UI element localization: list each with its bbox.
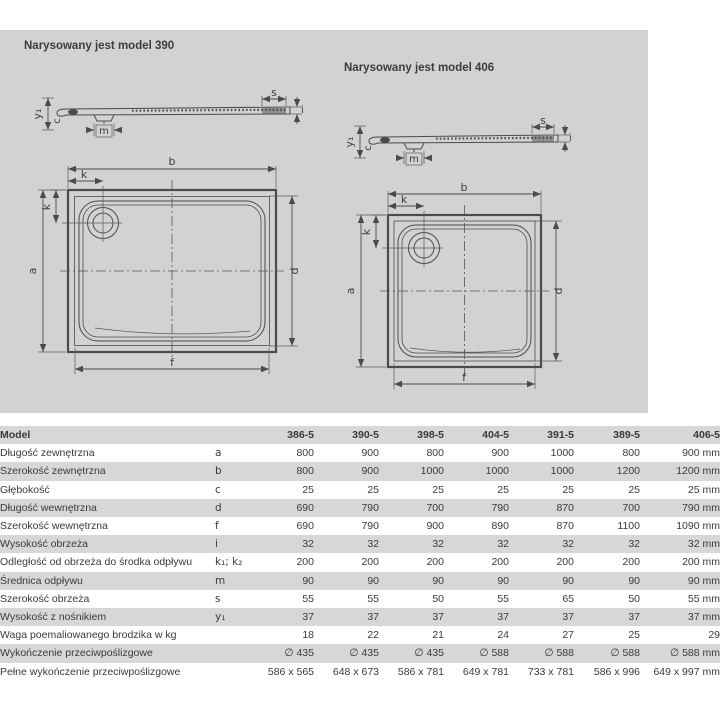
row-value: 1000: [485, 465, 509, 478]
row-value: 37: [628, 611, 640, 624]
model-390-profile-view: [31, 86, 304, 137]
row-value: 700: [622, 501, 640, 514]
row-value: 649 x 781: [462, 665, 509, 678]
dim-label-c: c: [52, 118, 63, 124]
row-value: 37: [562, 611, 574, 624]
spec-table-body: [0, 444, 720, 681]
row-label: Odległość od obrzeża do środka odpływu: [0, 556, 193, 569]
row-value: 90: [628, 574, 640, 587]
dim-label-s: s: [271, 86, 277, 99]
model-column-header: 386-5: [287, 429, 314, 441]
dim-label-c: c: [363, 145, 374, 151]
dim-label-a: a: [344, 287, 357, 295]
row-value: 32: [302, 538, 314, 551]
spec-table: [0, 426, 720, 681]
row-value: 900: [491, 447, 509, 460]
row-value: 55: [497, 592, 509, 605]
row-value: 22: [367, 629, 379, 642]
row-value: 65: [562, 592, 574, 605]
row-value: 733 x 781: [527, 665, 574, 678]
dim-label-b: b: [460, 181, 468, 194]
row-value: 200: [426, 556, 444, 569]
model-column-header: 391-5: [547, 429, 574, 441]
row-label: Wysokość obrzeża: [0, 538, 89, 551]
dim-label-s: s: [540, 114, 546, 127]
row-value: 90: [367, 574, 379, 587]
row-label: Szerokość obrzeża: [0, 592, 90, 605]
row-value: 37: [497, 611, 509, 624]
row-label: Średnica odpływu: [0, 574, 83, 587]
row-sym: m: [215, 574, 226, 587]
row-sym: f: [215, 520, 219, 533]
row-value: 90: [432, 574, 444, 587]
row-label: Wysokość z nośnikiem: [0, 611, 107, 624]
row-value: 90: [497, 574, 509, 587]
row-value: 25: [367, 483, 379, 496]
row-value: 25: [497, 483, 509, 496]
dim-label-y1: y₁: [31, 108, 44, 120]
row-value: ∅ 588: [610, 647, 640, 660]
row-value: 800: [296, 465, 314, 478]
row-value: ∅ 588: [544, 647, 574, 660]
row-value: 200: [361, 556, 379, 569]
dim-label-f: f: [462, 371, 466, 384]
row-label: Długość zewnętrzna: [0, 447, 95, 460]
dim-label-b: b: [168, 155, 176, 168]
row-value: 200: [556, 556, 574, 569]
row-value: 1200: [616, 465, 640, 478]
dim-label-k-top: k: [80, 168, 88, 181]
row-sym: y₁: [215, 611, 226, 624]
model-column-header: 404-5: [482, 429, 509, 441]
row-value: 800: [622, 447, 640, 460]
drawing-title-406: Narysowany jest model 406: [344, 62, 495, 74]
dim-label-k-left: k: [40, 203, 53, 211]
model-header-row: [0, 426, 720, 444]
table-row: [0, 590, 720, 608]
row-value: ∅ 435: [349, 647, 379, 660]
row-sym: s: [215, 592, 221, 605]
model-406-profile-view: [343, 114, 572, 165]
table-row: [0, 663, 720, 681]
row-sym: [215, 626, 262, 644]
dim-label-m: m: [409, 154, 419, 165]
row-value: 1090 mm: [676, 520, 720, 533]
row-sym: b: [215, 465, 222, 478]
row-value: 29: [708, 629, 720, 642]
dim-label-d: d: [552, 287, 565, 295]
row-value: 800: [426, 447, 444, 460]
row-value: 200: [296, 556, 314, 569]
row-value: 90: [562, 574, 574, 587]
row-value: 200: [491, 556, 509, 569]
row-value: 586 x 565: [267, 665, 314, 678]
table-row: [0, 499, 720, 517]
table-row: [0, 553, 720, 571]
row-label: Waga poemaliowanego brodzika w kg: [0, 629, 177, 642]
row-label: Długość wewnętrzna: [0, 501, 97, 514]
row-value: 700: [426, 501, 444, 514]
row-value: 1000: [420, 465, 444, 478]
row-value: 1000: [550, 465, 574, 478]
row-value: 37: [367, 611, 379, 624]
row-value: 37 mm: [687, 611, 720, 624]
row-value: 25: [302, 483, 314, 496]
row-value: 90: [302, 574, 314, 587]
row-value: ∅ 588 mm: [670, 647, 720, 660]
dim-label-i: i: [301, 105, 304, 116]
table-row: [0, 481, 720, 499]
dim-label-m: m: [99, 126, 109, 137]
technical-drawings-svg: [0, 30, 648, 413]
row-value: 1100: [617, 520, 640, 533]
row-label: Pełne wykończenie przeciwpoślizgowe: [0, 665, 181, 678]
row-value: 200 mm: [682, 556, 720, 569]
model-406-top-view: [344, 181, 565, 389]
row-value: 870: [556, 520, 574, 533]
row-value: 32: [367, 538, 379, 551]
table-row: [0, 535, 720, 553]
row-value: 648 x 673: [332, 665, 379, 678]
model-406-drawing: [343, 114, 572, 389]
row-sym: [215, 663, 262, 681]
row-value: 55: [367, 592, 379, 605]
row-sym: d: [215, 501, 222, 514]
row-value: 790 mm: [682, 501, 720, 514]
row-sym: c: [215, 483, 221, 496]
model-column-header: 389-5: [613, 429, 640, 441]
row-value: 24: [497, 629, 509, 642]
table-row: [0, 462, 720, 480]
row-value: 25: [628, 483, 640, 496]
dim-label-d: d: [288, 267, 301, 275]
row-value: ∅ 435: [414, 647, 444, 660]
row-value: 790: [361, 520, 379, 533]
table-row: [0, 644, 720, 662]
row-value: 900: [361, 447, 379, 460]
row-value: 25: [628, 629, 640, 642]
row-value: 32: [628, 538, 640, 551]
row-value: 800: [296, 447, 314, 460]
model-header-label: Model: [0, 429, 31, 441]
row-value: 55: [302, 592, 314, 605]
drawing-title-390: Narysowany jest model 390: [24, 40, 175, 52]
row-value: 32: [432, 538, 444, 551]
row-value: 50: [628, 592, 640, 605]
row-value: 870: [556, 501, 574, 514]
row-value: 1200 mm: [676, 465, 720, 478]
row-value: 649 x 997 mm: [653, 665, 720, 678]
model-390-drawing: [26, 86, 304, 374]
row-value: 27: [562, 629, 574, 642]
row-value: 37: [302, 611, 314, 624]
row-value: 890: [491, 520, 509, 533]
row-value: 55 mm: [687, 592, 720, 605]
row-value: 32: [497, 538, 509, 551]
row-label: Szerokość zewnętrzna: [0, 465, 106, 478]
dim-label-f: f: [170, 356, 174, 369]
table-row: [0, 517, 720, 535]
row-value: ∅ 588: [479, 647, 509, 660]
model-390-top-view: [26, 155, 301, 374]
dim-label-a: a: [26, 267, 39, 275]
model-column-header: 398-5: [417, 429, 444, 441]
table-row: [0, 572, 720, 590]
dim-label-i: i: [569, 133, 572, 144]
row-value: 586 x 781: [397, 665, 444, 678]
row-value: 790: [361, 501, 379, 514]
row-value: 32 mm: [687, 538, 720, 551]
row-value: 18: [302, 629, 314, 642]
row-value: 25: [562, 483, 574, 496]
model-column-header: 406-5: [693, 429, 720, 441]
row-label: Szerokość wewnętrzna: [0, 520, 108, 533]
row-value: 90 mm: [687, 574, 720, 587]
row-value: 25: [432, 483, 444, 496]
row-value: ∅ 435: [284, 647, 314, 660]
row-sym: a: [215, 447, 222, 460]
row-value: 200: [622, 556, 640, 569]
row-label: Głębokość: [0, 483, 50, 496]
row-value: 900: [426, 520, 444, 533]
table-row: [0, 626, 720, 644]
row-label: Wykończenie przeciwpoślizgowe: [0, 647, 153, 660]
dim-label-y1: y₁: [343, 136, 356, 148]
row-value: 21: [432, 629, 444, 642]
row-value: 900 mm: [682, 447, 720, 460]
row-value: 1000: [550, 447, 574, 460]
row-sym: i: [215, 538, 218, 551]
row-sym: [215, 644, 262, 662]
row-sym: k₁; k₂: [215, 556, 243, 569]
drawing-area: [0, 30, 648, 413]
row-value: 37: [432, 611, 444, 624]
dim-label-k-top: k: [400, 193, 408, 206]
model-column-header: 390-5: [352, 429, 379, 441]
row-value: 25 mm: [687, 483, 720, 496]
table-row: [0, 608, 720, 626]
row-value: 586 x 996: [593, 665, 640, 678]
row-value: 32: [562, 538, 574, 551]
table-row: [0, 444, 720, 462]
row-value: 690: [296, 520, 314, 533]
dim-label-k-left: k: [360, 228, 373, 236]
row-value: 790: [491, 501, 509, 514]
row-value: 690: [296, 501, 314, 514]
row-value: 50: [432, 592, 444, 605]
row-value: 900: [361, 465, 379, 478]
